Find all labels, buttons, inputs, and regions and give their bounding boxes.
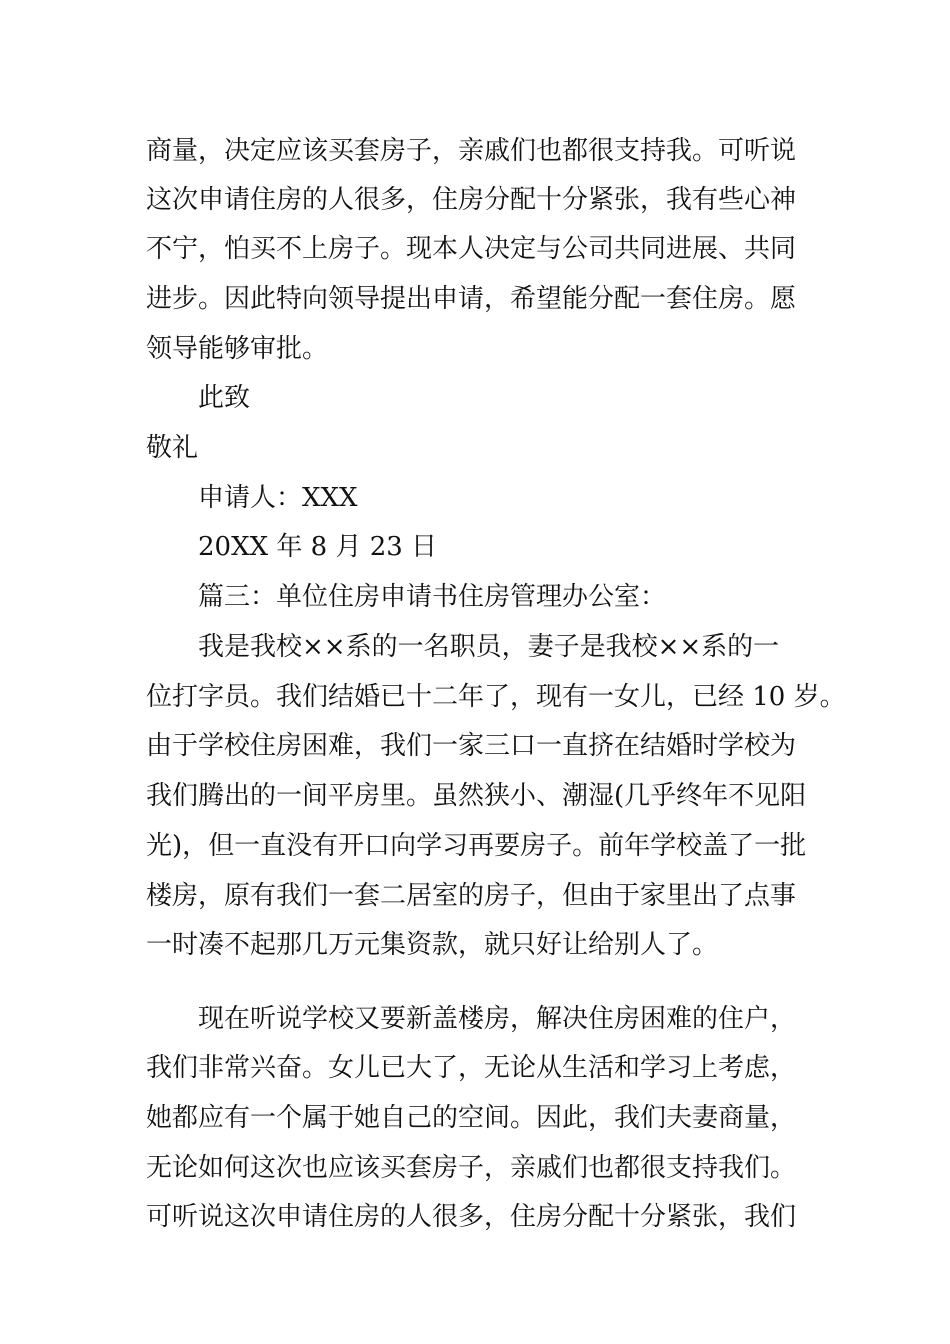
text-line: 商量，决定应该买套房子，亲戚们也都很支持我。可听说 (146, 136, 797, 166)
applicant-signature: 申请人：XXX (198, 483, 358, 513)
text-line: 楼房，原有我们一套二居室的房子，但由于家里出了点事 (146, 881, 797, 911)
text-line: 现在听说学校又要新盖楼房，解决住房困难的住户， (198, 1004, 797, 1034)
text-line: 位打字员。我们结婚已十二年了，现有一女儿，已经 10 岁。 (146, 682, 846, 712)
closing-regards: 敬礼 (146, 433, 199, 463)
text-line: 这次申请住房的人很多，住房分配十分紧张，我有些心神 (146, 185, 797, 215)
text-line: 我们腾出的一间平房里。虽然狭小、潮湿(几乎终年不见阳 (146, 781, 807, 811)
text-line: 无论如何这次也应该买套房子，亲戚们也都很支持我们。 (146, 1153, 797, 1183)
text-line: 我们非常兴奋。女儿已大了，无论从生活和学习上考虑， (146, 1053, 797, 1083)
text-line: 领导能够审批。 (146, 334, 329, 364)
text-line: 可听说这次申请住房的人很多，住房分配十分紧张，我们 (146, 1202, 797, 1232)
section-heading: 篇三：单位住房申请书住房管理办公室： (198, 582, 667, 612)
text-line: 进步。因此特向领导提出申请，希望能分配一套住房。愿 (146, 284, 797, 314)
application-date: 20XX 年 8 月 23 日 (198, 532, 438, 562)
text-line: 我是我校××系的一名职员，妻子是我校××系的一 (198, 632, 780, 662)
text-line: 一时凑不起那几万元集资款，就只好让给别人了。 (146, 930, 719, 960)
text-line: 光)，但一直没有开口向学习再要房子。前年学校盖了一批 (146, 831, 807, 861)
closing-salutation: 此致 (198, 383, 251, 413)
text-line: 由于学校住房困难，我们一家三口一直挤在结婚时学校为 (146, 731, 797, 761)
text-line: 不宁，怕买不上房子。现本人决定与公司共同进展、共同 (146, 234, 797, 264)
text-line: 她都应有一个属于她自己的空间。因此，我们夫妻商量， (146, 1103, 797, 1133)
